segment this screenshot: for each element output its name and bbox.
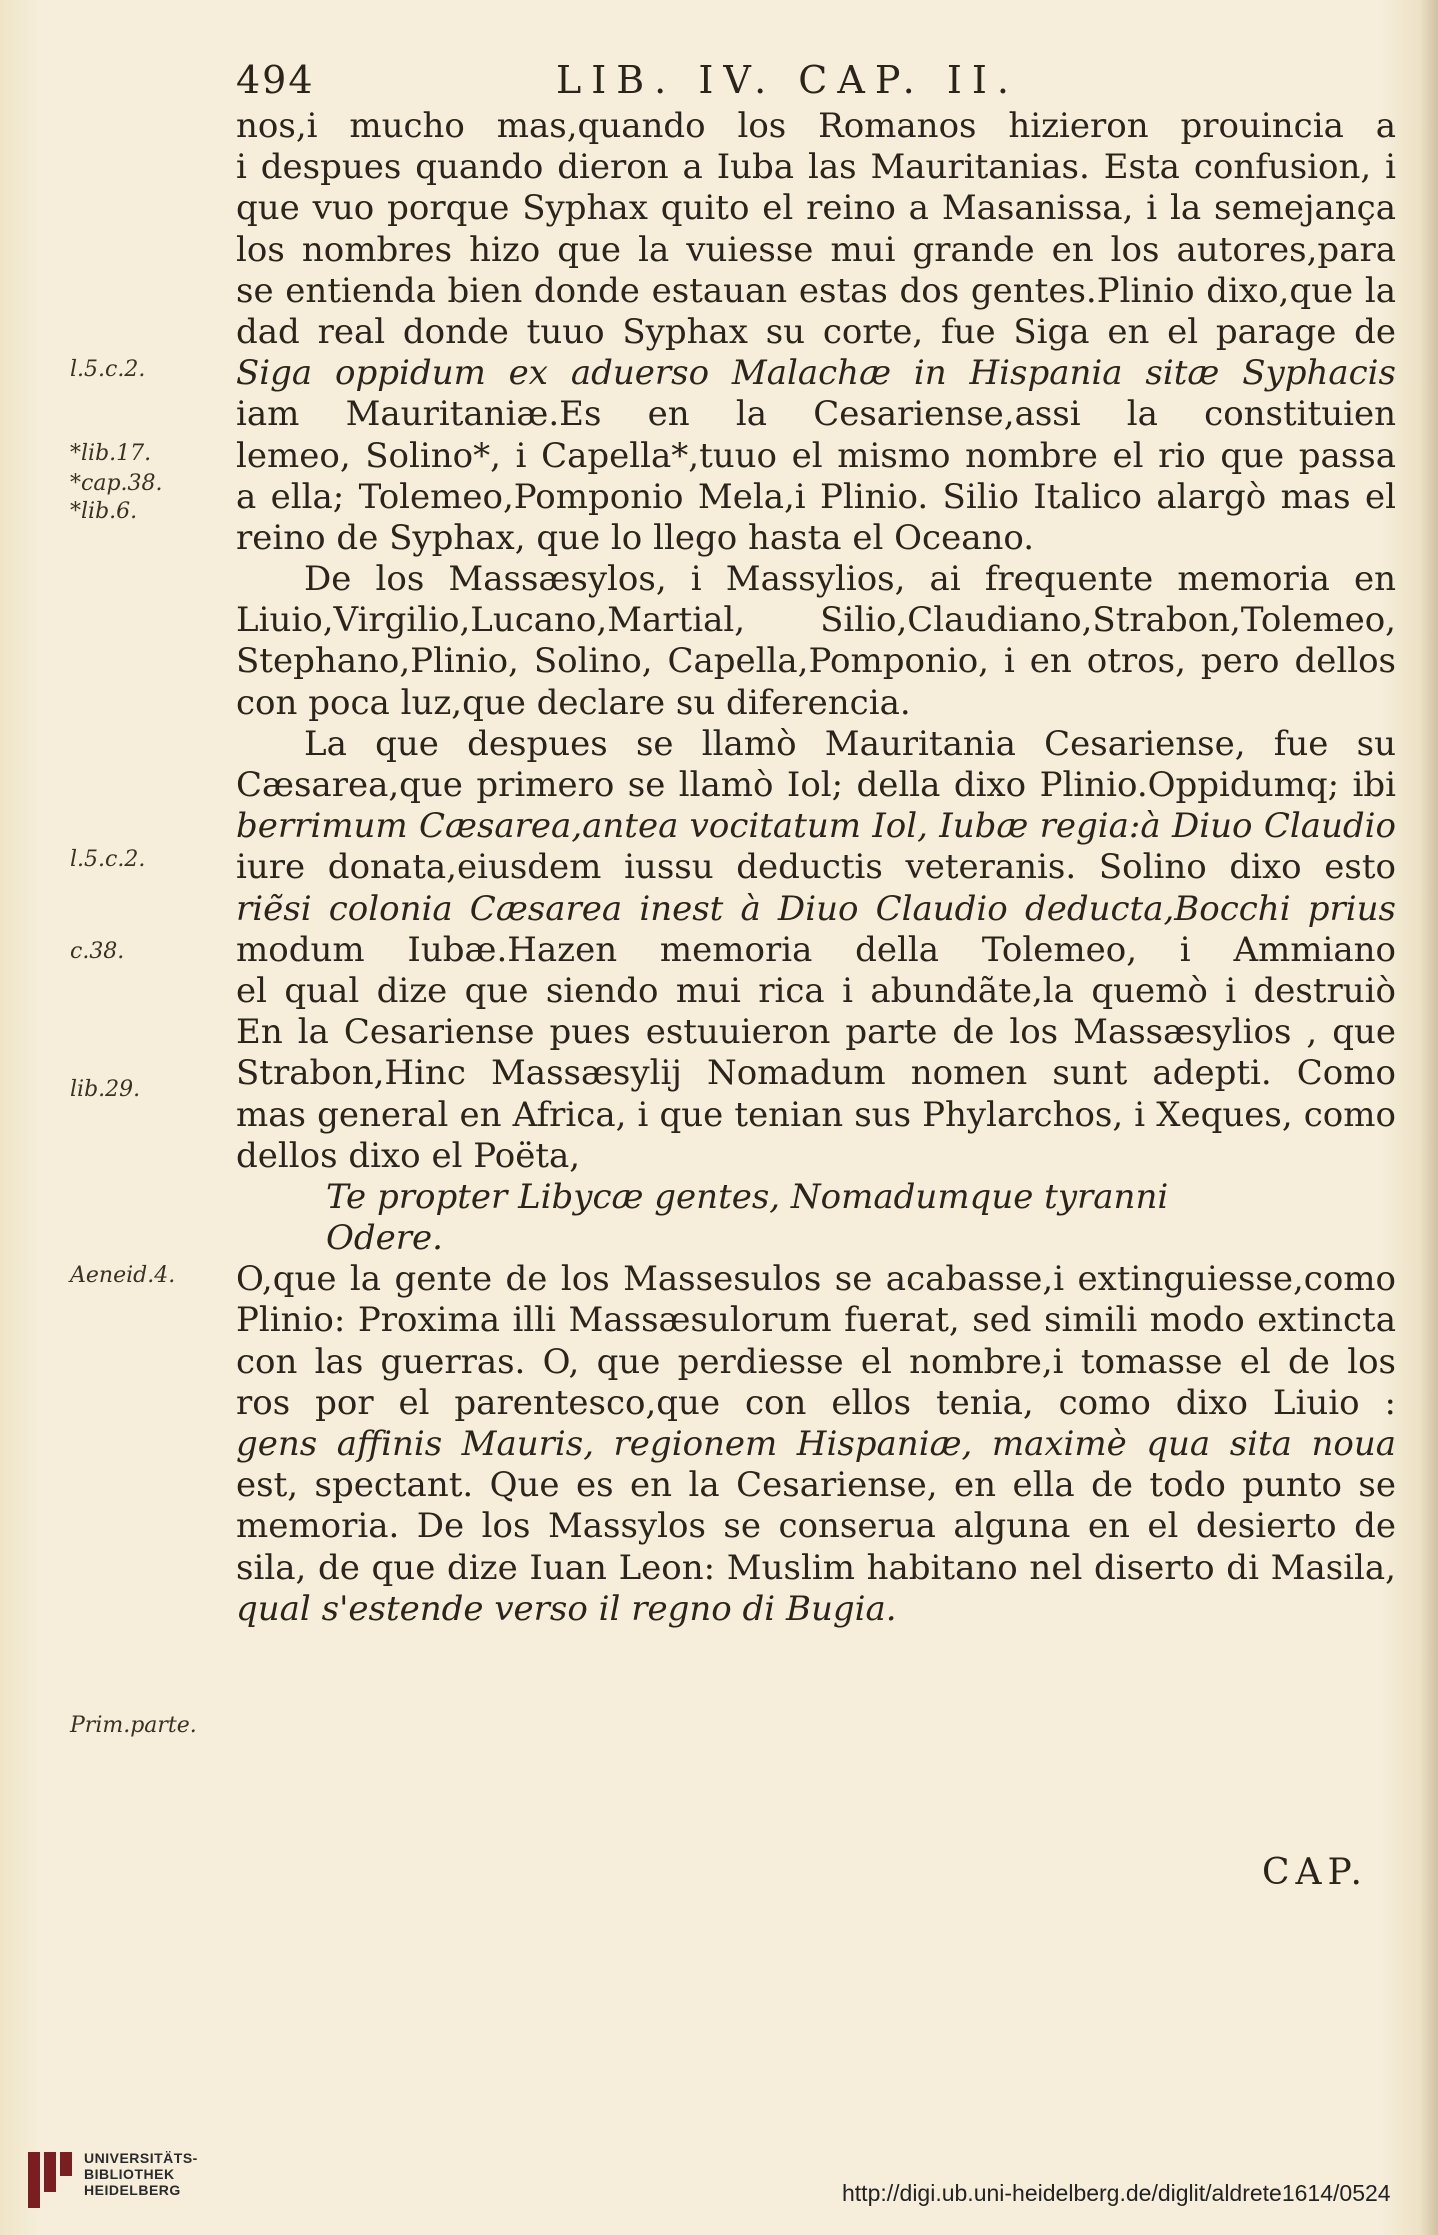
page-header bbox=[236, 58, 1396, 108]
margin-note: l.5.c.2. bbox=[70, 847, 146, 872]
verse-line: Te propter Libycæ gentes, Nomadumque tyranni bbox=[326, 1176, 1169, 1217]
text-line: con poca luz,que declare su diferencia. bbox=[236, 682, 911, 723]
text-line: riẽsi colonia Cæsarea inest à Diuo Claudio deducta,Bocchi prius bbox=[236, 888, 1396, 929]
text-line: iure donata,eiusdem iussu deductis veteranis. Solino dixo esto bbox=[236, 847, 1396, 888]
text-line: En la Cesariense pues estuuieron parte de los Massæsylios , que bbox=[236, 1012, 1396, 1053]
text-line: reino de Syphax, que lo llego hasta el Oceano. bbox=[236, 517, 1035, 558]
text-line: Cæsarea,que primero se llamò Iol; della dixo Plinio.Oppidumq; ibi bbox=[236, 765, 1396, 805]
source-url-link[interactable]: http://digi.ub.uni-heidelberg.de/diglit/aldrete1614/0524 bbox=[842, 2180, 1391, 2206]
text-line: iam Mauritaniæ.Es en la Cesariense,assi la constituien bbox=[236, 394, 1396, 435]
catchword: CAP. bbox=[1262, 1852, 1368, 1893]
text-line: dellos dixo el Poëta, bbox=[236, 1135, 581, 1176]
text-line: con las guerras. O, que perdiesse el nombre,i tomasse el de los bbox=[236, 1341, 1396, 1382]
text-line: a ella; Tolemeo,Pomponio Mela,i Plinio. Silio Italico alargò mas el bbox=[236, 476, 1396, 517]
margin-note: *lib.17. bbox=[70, 441, 152, 466]
margin-note: Aeneid.4. bbox=[70, 1263, 176, 1288]
page-number: 494 bbox=[236, 58, 315, 102]
text-line: el qual dize que siendo mui rica i abundãte,la quemò i destruiò bbox=[236, 970, 1396, 1011]
text-line: sila, de que dize Iuan Leon: Muslim habitano nel diserto di Masila, bbox=[236, 1547, 1396, 1588]
text-line: i despues quando dieron a Iuba las Mauritanias. Esta confusion, i bbox=[236, 147, 1396, 188]
text-line: modum Iubæ.Hazen memoria della Tolemeo, i Ammiano bbox=[236, 929, 1396, 970]
margin-note: c.38. bbox=[70, 939, 125, 964]
margin-note: *cap.38. bbox=[70, 471, 163, 496]
text-line: qual s'estende verso il regno di Bugia. bbox=[236, 1588, 897, 1629]
main-text bbox=[236, 106, 1396, 1630]
text-line: Strabon,Hinc Massæsylij Nomadum nomen sunt adepti. Como bbox=[236, 1053, 1396, 1094]
margin-note: *lib.6. bbox=[70, 499, 138, 524]
text-line: lemeo, Solino*, i Capella*,tuuo el mismo nombre el rio que passa bbox=[236, 435, 1396, 476]
text-line: La que despues se llamò Mauritania Cesariense, fue su bbox=[304, 723, 1396, 764]
text-line: dad real donde tuuo Syphax su corte, fue Siga en el parage de bbox=[236, 311, 1396, 352]
running-title: LIB. IV. CAP. II. bbox=[556, 58, 1019, 102]
text-line: Liuio,Virgilio,Lucano,Martial, Silio,Claudiano,Strabon,Tolemeo, bbox=[236, 600, 1396, 641]
text-line: De los Massæsylos, i Massylios, ai frequente memoria en bbox=[304, 559, 1396, 600]
text-line: nos,i mucho mas,quando los Romanos hizieron prouincia a bbox=[236, 106, 1396, 146]
library-logo-icon bbox=[28, 2148, 78, 2212]
library-name: UNIVERSITÄTS- BIBLIOTHEK HEIDELBERG bbox=[84, 2150, 198, 2198]
text-line: memoria. De los Massylos se conserua alguna en el desierto de bbox=[236, 1506, 1396, 1547]
text-line: Plinio: Proxima illi Massæsulorum fuerat, sed simili modo extincta bbox=[236, 1300, 1396, 1341]
text-line: gens affinis Mauris, regionem Hispaniæ, maximè qua sita noua bbox=[236, 1424, 1396, 1464]
verse-line: Odere. bbox=[326, 1218, 443, 1259]
text-line: mas general en Africa, i que tenian sus Phylarchos, i Xeques, como bbox=[236, 1094, 1396, 1135]
text-line: est, spectant. Que es en la Cesariense, en ella de todo punto se bbox=[236, 1465, 1396, 1506]
library-logo bbox=[28, 2148, 228, 2218]
text-line: berrimum Cæsarea,antea vocitatum Iol, Iubæ regia:à Diuo Claudio bbox=[236, 806, 1396, 847]
margin-note: lib.29. bbox=[70, 1077, 141, 1102]
text-line: Stephano,Plinio, Solino, Capella,Pomponio, i en otros, pero dellos bbox=[236, 641, 1396, 682]
page-fold-shadow bbox=[1420, 0, 1438, 2235]
margin-note: l.5.c.2. bbox=[70, 357, 146, 382]
text-line: los nombres hizo que la vuiesse mui grande en los autores,para bbox=[236, 229, 1396, 270]
text-line: O,que la gente de los Massesulos se acabasse,i extinguiesse,como bbox=[236, 1259, 1396, 1300]
margin-note: Prim.parte. bbox=[70, 1713, 197, 1738]
text-line: Siga oppidum ex aduerso Malachæ in Hispania sitæ Syphacis bbox=[236, 353, 1396, 394]
text-line: se entienda bien donde estauan estas dos gentes.Plinio dixo,que la bbox=[236, 270, 1396, 311]
text-line: que vuo porque Syphax quito el reino a Masanissa, i la semejança bbox=[236, 188, 1396, 229]
text-line: ros por el parentesco,que con ellos tenia, como dixo Liuio : bbox=[236, 1382, 1396, 1423]
